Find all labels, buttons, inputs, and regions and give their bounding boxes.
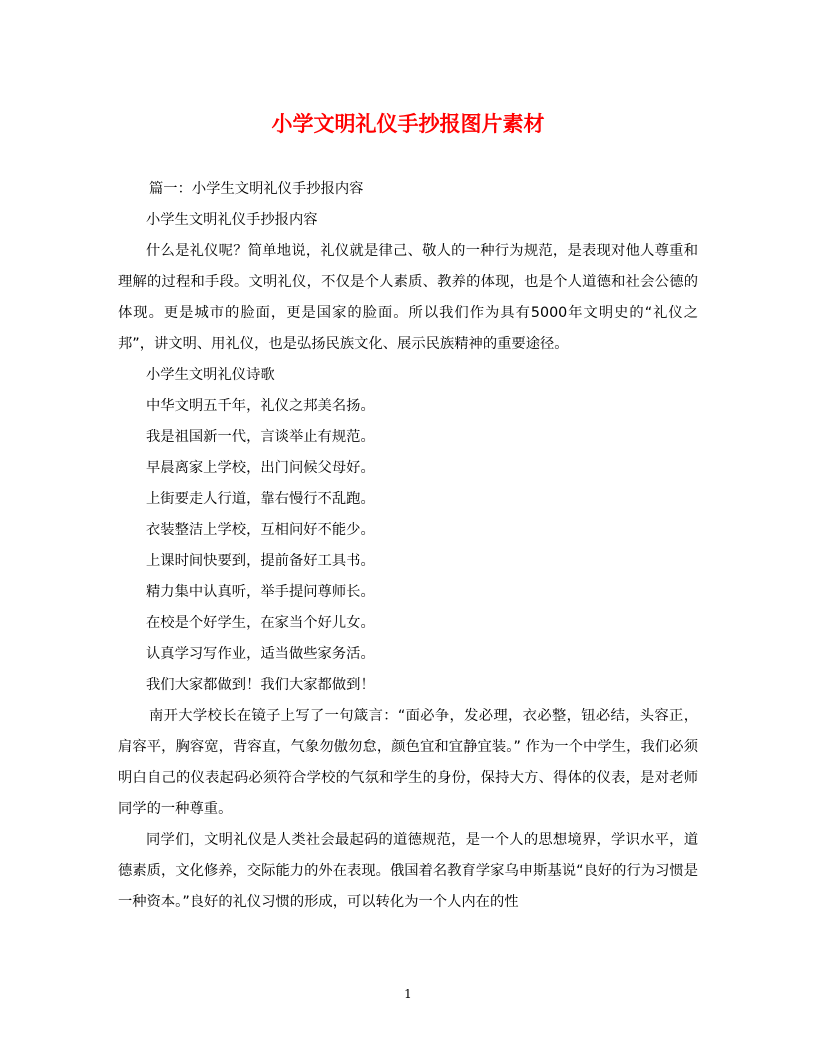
poem-line: 精力集中认真听，举手提问尊师长。 bbox=[146, 584, 375, 600]
nankai-quote-paragraph: 南开大学校长在镜子上写了一句箴言：“面必争，发必理，衣必整，钮必结，头容正，肩容平，胸容宽，背容直，气象勿傲勿怠，颜色宜和宜静宜装。” 作为一个中学生，我们必须明白自己的仪表起码必须符合学校的气氛和学生的身份，保持大方、得体的仪表，是对老师同学的一种尊重。 bbox=[118, 708, 698, 817]
poem-line: 我们大家都做到！我们大家都做到！ bbox=[146, 677, 375, 693]
poem-line: 认真学习写作业，适当做些家务活。 bbox=[146, 646, 375, 662]
section-heading: 篇一：小学生文明礼仪手抄报内容 bbox=[149, 181, 364, 197]
poem-line: 衣装整洁上学校，互相问好不能少。 bbox=[146, 522, 375, 538]
poem-line: 上街要走人行道，靠右慢行不乱跑。 bbox=[146, 491, 375, 507]
poem-line: 我是祖国新一代，言谈举止有规范。 bbox=[146, 429, 375, 445]
poem-line: 上课时间快要到，提前备好工具书。 bbox=[146, 553, 375, 569]
poem-line: 在校是个好学生，在家当个好儿女。 bbox=[146, 615, 375, 631]
poem-heading: 小学生文明礼仪诗歌 bbox=[146, 367, 275, 383]
subheading: 小学生文明礼仪手抄报内容 bbox=[146, 212, 318, 228]
page-number: 1 bbox=[404, 987, 412, 1001]
intro-paragraph: 什么是礼仪呢？简单地说，礼仪就是律己、敬人的一种行为规范，是表现对他人尊重和理解的过程和手段。文明礼仪，不仅是个人素质、教养的体现，也是个人道德和社会公德的体现。更是城市的脸面，更是国家的脸面。所以我们作为具有5000年文明史的“礼仪之邦”，讲文明、用礼仪，也是弘扬民族文化、展示民族精神的重要途径。 bbox=[118, 243, 698, 352]
document-title: 小学文明礼仪手抄报图片素材 bbox=[271, 111, 545, 136]
document-body bbox=[118, 174, 698, 918]
poem-line: 早晨离家上学校，出门问候父母好。 bbox=[146, 460, 375, 476]
poem-line: 中华文明五千年，礼仪之邦美名扬。 bbox=[146, 398, 375, 414]
etiquette-paragraph: 同学们，文明礼仪是人类社会最起码的道德规范，是一个人的思想境界，学识水平，道德素质，文化修养，交际能力的外在表现。俄国着名教育学家乌申斯基说“良好的行为习惯是一种资本。”良好的礼仪习惯的形成，可以转化为一个人内在的性 bbox=[118, 832, 698, 910]
